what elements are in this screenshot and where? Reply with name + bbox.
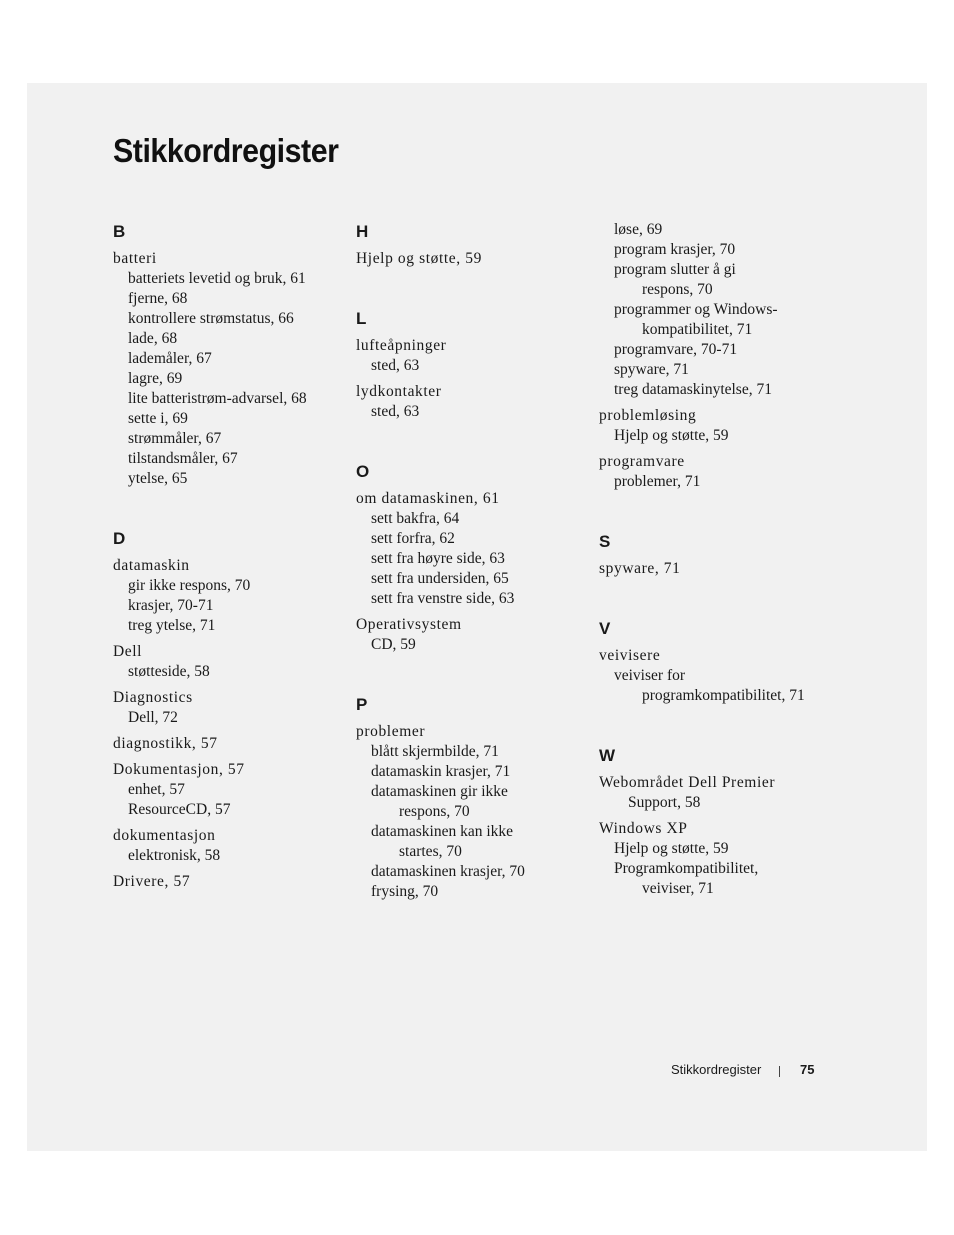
index-entry-drivere <box>113 872 343 892</box>
index-section-w <box>599 745 829 899</box>
entry-term: Operativsystem <box>356 616 462 633</box>
index-entry-spyware <box>599 559 829 579</box>
subentry: enhet, 57 <box>128 781 185 798</box>
section-letter: W <box>599 746 616 765</box>
page-title: Stikkordregister <box>113 132 339 169</box>
index-entry-lufteapninger <box>356 336 586 376</box>
subentry-continuation: kompatibilitet, 71 <box>642 321 753 338</box>
subentry: krasjer, 70-71 <box>128 597 214 614</box>
index-section-b <box>113 221 343 489</box>
subentry: sett fra undersiden, 65 <box>371 570 509 587</box>
subentry: frysing, 70 <box>371 883 439 900</box>
subentry: lite batteristrøm-advarsel, 68 <box>128 390 307 407</box>
subentry: strømmåler, 67 <box>128 430 222 447</box>
index-section-p <box>356 694 586 902</box>
subentry-continuation: respons, 70 <box>642 281 713 298</box>
entry-term: spyware, 71 <box>599 560 681 577</box>
entry-term: Dell <box>113 643 143 660</box>
page-footer <box>0 1062 954 1080</box>
entry-term: lydkontakter <box>356 383 442 400</box>
index-section-s <box>599 531 829 579</box>
subentry: sted, 63 <box>371 357 420 374</box>
page-number: 75 <box>800 1062 815 1077</box>
subentry: treg datamaskinytelse, 71 <box>614 381 772 398</box>
subentry: problemer, 71 <box>614 473 701 490</box>
subentry: Hjelp og støtte, 59 <box>614 427 729 444</box>
index-section-v <box>599 618 829 706</box>
entry-term: Hjelp og støtte, 59 <box>356 250 482 267</box>
entry-term: diagnostikk, 57 <box>113 735 218 752</box>
subentry: tilstandsmåler, 67 <box>128 450 238 467</box>
subentry: elektronisk, 58 <box>128 847 221 864</box>
index-entry-veivisere <box>599 646 829 706</box>
index-entry-problemlosing <box>599 406 829 446</box>
index-entry-diagnostics <box>113 688 343 728</box>
entry-term: lufteåpninger <box>356 337 447 354</box>
index-entry-om-datamaskinen <box>356 489 586 609</box>
footer-divider <box>779 1066 780 1077</box>
entry-term: om datamaskinen, 61 <box>356 490 500 507</box>
index-section-o <box>356 461 586 655</box>
entry-term: veivisere <box>599 647 661 664</box>
index-entry-dokumentasjon-upper <box>113 760 343 820</box>
index-entry-dokumentasjon-lower <box>113 826 343 866</box>
subentry-continuation: programkompatibilitet, 71 <box>642 687 805 704</box>
index-entry-operativsystem <box>356 615 586 655</box>
subentry: program slutter å gi <box>614 261 736 278</box>
subentry: ResourceCD, 57 <box>128 801 231 818</box>
entry-term: problemløsing <box>599 407 697 424</box>
entry-term: dokumentasjon <box>113 827 216 844</box>
entry-term: problemer <box>356 723 426 740</box>
subentry: spyware, 71 <box>614 361 689 378</box>
subentry: lademåler, 67 <box>128 350 212 367</box>
subentry: datamaskinen gir ikke <box>371 783 508 800</box>
entry-term: datamaskin <box>113 557 190 574</box>
subentry: lade, 68 <box>128 330 178 347</box>
subentry: program krasjer, 70 <box>614 241 736 258</box>
subentry: sett fra venstre side, 63 <box>371 590 515 607</box>
index-entry-webomradet <box>599 773 829 813</box>
subentry: Dell, 72 <box>128 709 178 726</box>
subentry: støtteside, 58 <box>128 663 210 680</box>
subentry: sett fra høyre side, 63 <box>371 550 505 567</box>
index-column-3 <box>599 220 829 905</box>
subentry: lagre, 69 <box>128 370 183 387</box>
subentry: sett forfra, 62 <box>371 530 455 547</box>
entry-term: Windows XP <box>599 820 688 837</box>
subentry-continuation: respons, 70 <box>399 803 470 820</box>
section-letter: D <box>113 529 126 548</box>
section-letter: P <box>356 695 368 714</box>
index-entry-programvare <box>599 452 829 492</box>
subentry: fjerne, 68 <box>128 290 188 307</box>
subentry: datamaskin krasjer, 71 <box>371 763 511 780</box>
section-letter: O <box>356 462 370 481</box>
subentry: ytelse, 65 <box>128 470 188 487</box>
subentry: gir ikke respons, 70 <box>128 577 251 594</box>
index-entry-datamaskin <box>113 556 343 636</box>
entry-term: batteri <box>113 250 157 267</box>
subentry: sett bakfra, 64 <box>371 510 460 527</box>
entry-term: Diagnostics <box>113 689 193 706</box>
index-entry-hjelp <box>356 249 586 269</box>
subentry: blått skjermbilde, 71 <box>371 743 499 760</box>
subentry: treg ytelse, 71 <box>128 617 216 634</box>
subentry: programvare, 70-71 <box>614 341 738 358</box>
section-letter: S <box>599 532 611 551</box>
entry-term: programvare <box>599 453 685 470</box>
subentry-continuation: startes, 70 <box>399 843 462 860</box>
index-section-h <box>356 221 586 269</box>
section-letter: L <box>356 309 367 328</box>
entry-term: Webområdet Dell Premier <box>599 774 776 791</box>
subentry: veiviser for <box>614 667 686 684</box>
index-entry-problemer-continued <box>599 220 829 400</box>
index-entry-diagnostikk <box>113 734 343 754</box>
entry-term: Drivere, 57 <box>113 873 191 890</box>
subentry-continuation: veiviser, 71 <box>642 880 714 897</box>
index-column-2 <box>356 221 586 908</box>
entry-continuation: Support, 58 <box>628 794 701 811</box>
subentry: datamaskinen kan ikke <box>371 823 514 840</box>
index-entry-problemer <box>356 722 586 902</box>
index-entry-dell <box>113 642 343 682</box>
index-entry-lydkontakter <box>356 382 586 422</box>
footer-label: Stikkordregister <box>671 1062 762 1077</box>
section-letter: V <box>599 619 611 638</box>
index-entry-windows-xp <box>599 819 829 899</box>
subentry: datamaskinen krasjer, 70 <box>371 863 525 880</box>
subentry: sette i, 69 <box>128 410 188 427</box>
subentry: Programkompatibilitet, <box>614 860 759 877</box>
subentry: batteriets levetid og bruk, 61 <box>128 270 306 287</box>
subentry: programmer og Windows- <box>614 301 778 318</box>
subentry: Hjelp og støtte, 59 <box>614 840 729 857</box>
index-column-1 <box>113 221 343 898</box>
index-section-l <box>356 308 586 422</box>
section-letter: H <box>356 222 369 241</box>
subentry: løse, 69 <box>614 221 663 238</box>
subentry: kontrollere strømstatus, 66 <box>128 310 294 327</box>
entry-term: Dokumentasjon, 57 <box>113 761 245 778</box>
subentry: sted, 63 <box>371 403 420 420</box>
section-letter: B <box>113 222 126 241</box>
index-entry-batteri <box>113 249 343 489</box>
subentry: CD, 59 <box>371 636 416 653</box>
index-section-d <box>113 528 343 892</box>
